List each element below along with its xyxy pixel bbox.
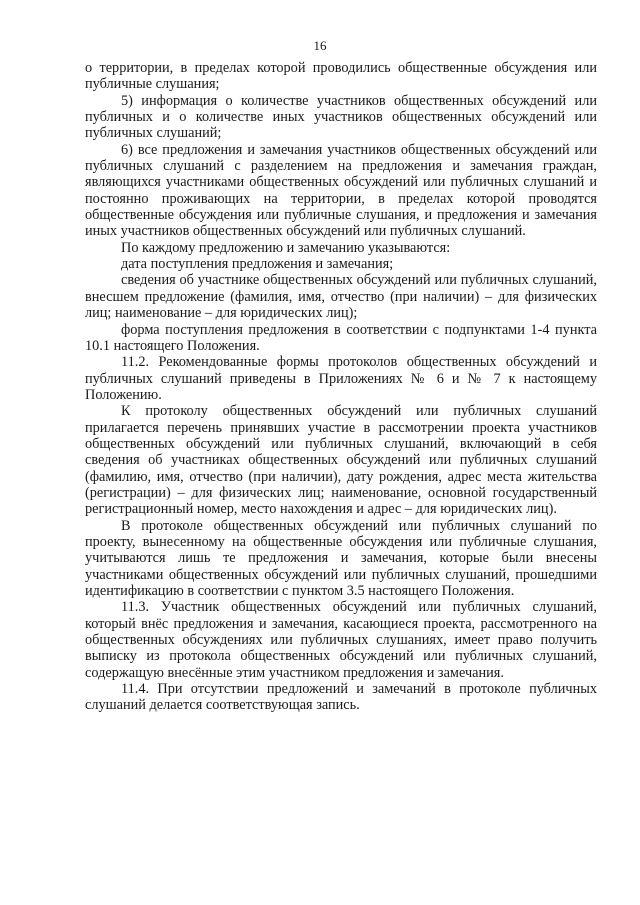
paragraph-date: дата поступления предложения и замечания; — [121, 256, 394, 273]
paragraph-11-2: 11.2. Рекомендованные формы протоколов общественных обсуждений и публичных слушаний приведены в Приложениях № 6 и № 7 к настоящему Положению. — [85, 354, 597, 403]
paragraph-form: форма поступления предложения в соответствии с подпунктами 1-4 пункта 10.1 настоящего Положения. — [85, 321, 597, 354]
paragraph-protocol-consideration: В протоколе общественных обсуждений или публичных слушаний по проекту, вынесенному на общественные обсуждения или публичные слушания, учитываются лишь те предложения и замечания, которые были внесены участниками общественных обсуждений или публичных слушаний, прошедшими идентификацию в соответствии с пунктом 3.5 настоящего Положения. — [85, 517, 597, 599]
paragraph-item-6: 6) все предложения и замечания участников общественных обсуждений или публичных слушаний с разделением на предложения и замечания граждан, являющихся участниками общественных обсуждений или публичных слушаний и постоянно проживающих на территории, в пределах которой проводятся общественные обсуждения или публичные слушания, и предложения и замечания иных участников общественных обсуждений или публичных слушаний. — [85, 141, 597, 240]
paragraph-item-5: 5) информация о количестве участников общественных обсуждений или публичных и о количестве иных участников общественных обсуждений или публичных слушаний; — [85, 92, 597, 142]
paragraph-11-4: 11.4. При отсутствии предложений и замечаний в протоколе публичных слушаний делается соответствующая запись. — [85, 681, 597, 714]
page-number: 16 — [313, 38, 327, 53]
paragraph-11-3: 11.3. Участник общественных обсуждений или публичных слушаний, который внёс предложения и замечания, касающиеся проекта, рассмотренного на общественных обсуждениях или публичных слушаниях, имеет право получить выписку из протокола общественных обсуждений или публичных слушаний, содержащую внесённые этим участником предложения и замечания. — [85, 599, 597, 681]
paragraph-indicated: По каждому предложению и замечанию указываются: — [121, 239, 451, 256]
paragraph-continuation: о территории, в пределах которой проводились общественные обсуждения или публичные слушания; — [85, 60, 597, 93]
paragraph-participant-info: сведения об участнике общественных обсуждений или публичных слушаний, внесшем предложение (фамилия, имя, отчество (при наличии) – для физических лиц; наименование – для юридических лиц); — [85, 272, 597, 322]
document-body — [85, 60, 597, 714]
paragraph-attachment-list: К протоколу общественных обсуждений или публичных слушаний прилагается перечень принявших участие в рассмотрении проекта участников общественных обсуждений или публичных слушаний, включающий в себя сведения об участниках общественных обсуждений или публичных слушаний (фамилию, имя, отчество (при наличии), дату рождения, адрес места жительства (регистрации) – для физических лиц; наименование, основной государственный регистрационный номер, место нахождения и адрес – для юридических лиц). — [85, 403, 597, 518]
